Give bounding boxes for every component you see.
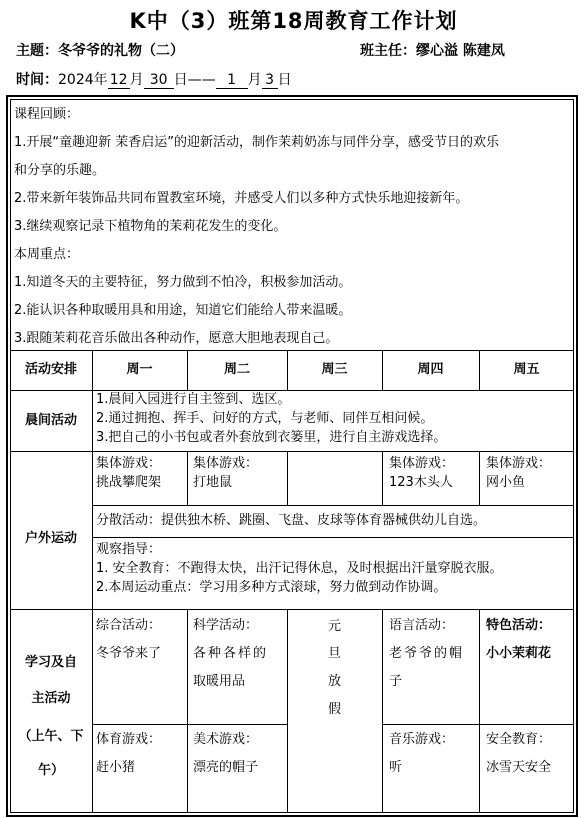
divider [92, 505, 574, 506]
am-activity-line: 冬爷爷来了 [96, 646, 162, 661]
holiday-char: 元 [327, 619, 341, 634]
year: 2024年 [58, 72, 108, 88]
pm-activity-title: 音乐游戏： [389, 732, 455, 747]
pm-activity-line: 赶小猪 [96, 760, 136, 775]
am-activity-line: 各种各样的 [193, 646, 269, 661]
divider [382, 451, 383, 505]
outdoor-game-name: 网小鱼 [486, 475, 526, 490]
review-item: 和分享的乐趣。 [14, 163, 106, 178]
review-item: 3.继续观察记录下植物角的茉莉花发生的变化。 [14, 219, 287, 234]
corner-header: 活动安排 [24, 362, 77, 377]
divider [187, 451, 188, 505]
morning-line: 3.把自己的小书包或者外套放到衣篓里，进行自主游戏选择。 [96, 430, 447, 445]
review-item: 2.带来新年装饰品共同布置教室环境，并感受人们以多种方式快乐地迎接新年。 [14, 191, 469, 206]
pm-activity-title: 体育游戏： [96, 732, 162, 747]
am-activity-title: 特色活动： [486, 618, 552, 633]
end-month: 1 [216, 72, 248, 89]
study-label-line: 主活动 [31, 691, 71, 706]
study-label-line: 学习及自 [24, 655, 77, 670]
focus-item: 2.能认识各种取暖用具和用途，知道它们能给人带来温暖。 [14, 303, 352, 318]
divider [479, 451, 480, 505]
theme-row [16, 40, 184, 60]
am-activity-title: 语言活动： [389, 618, 455, 633]
holiday-char: 放 [327, 674, 341, 689]
holiday-char: 假 [327, 702, 341, 717]
am-activity-title: 综合活动： [96, 618, 162, 633]
divider [10, 609, 574, 610]
focus-heading: 本周重点： [14, 247, 80, 262]
observation-line: 2.本周运动重点：学习用多种方式滚球，努力做到动作协调。 [96, 580, 447, 595]
divider [479, 609, 480, 813]
focus-item: 1.知道冬天的主要特征，努力做到不怕冷，积极参加活动。 [14, 275, 352, 290]
start-day: 30 [144, 72, 174, 89]
month-unit-1: 月 [129, 72, 144, 88]
day-header: 周三 [321, 362, 348, 377]
am-activity-line: 取暖用品 [193, 674, 246, 689]
page-title: K中（3）班第18周教育工作计划 [129, 9, 458, 33]
teacher-row [360, 40, 505, 60]
pm-activity-line: 听 [389, 760, 403, 775]
pm-activity-title: 美术游戏： [193, 732, 259, 747]
divider [10, 350, 574, 351]
study-label-line: 午） [37, 763, 64, 778]
morning-line: 2.通过拥抱、挥手、问好的方式，与老师、同伴互相问候。 [96, 411, 434, 426]
morning-label: 晨间活动 [24, 413, 77, 428]
day-header: 周四 [417, 362, 444, 377]
holiday-char: 旦 [327, 646, 341, 661]
scattered-activity: 分散活动：提供独木桥、跳圈、飞盘、皮球等体育器械供幼儿自选。 [96, 513, 487, 528]
day-unit: 日 [277, 72, 292, 88]
theme-value: 冬爷爷的礼物（二） [58, 43, 184, 59]
teacher-label: 班主任： [360, 43, 416, 59]
outdoor-game-title: 集体游戏： [193, 456, 259, 471]
divider [287, 451, 288, 505]
day-header: 周五 [513, 362, 540, 377]
divider [187, 609, 188, 813]
divider [92, 537, 574, 538]
divider [10, 390, 574, 391]
outdoor-game-title: 集体游戏： [486, 456, 552, 471]
divider [92, 724, 287, 725]
month-unit-2: 月 [247, 72, 262, 88]
outdoor-label: 户外运动 [24, 531, 77, 546]
observation-line: 1. 安全教育：不跑得太快，出汗记得休息，及时根据出汗量穿脱衣服。 [96, 561, 503, 576]
observation-heading: 观察指导： [96, 542, 162, 557]
start-month: 12 [108, 72, 130, 89]
morning-line: 1.晨间入园进行自主签到、选区。 [96, 392, 291, 407]
teacher-value: 缪心溢 陈建凤 [416, 43, 505, 59]
pm-activity-line: 漂亮的帽子 [193, 760, 259, 775]
pm-activity-line: 冰雪天安全 [486, 760, 552, 775]
end-day: 3 [262, 72, 278, 89]
time-label: 时间： [16, 72, 58, 88]
date-separator: 日—— [173, 72, 216, 88]
divider [382, 724, 574, 725]
am-activity-line: 老爷爷的帽 [389, 646, 465, 661]
outdoor-game-title: 集体游戏： [389, 456, 455, 471]
outdoor-game-name: 123木头人 [389, 475, 453, 490]
divider [10, 451, 574, 452]
divider [382, 609, 383, 813]
outdoor-game-name: 挑战攀爬架 [96, 475, 162, 490]
focus-item: 3.跟随茉莉花音乐做出各种动作，愿意大胆地表现自己。 [14, 331, 339, 346]
time-row [16, 69, 292, 89]
am-activity-line: 小小茉莉花 [486, 646, 552, 661]
am-activity-title: 科学活动： [193, 618, 259, 633]
day-header: 周二 [223, 362, 250, 377]
review-item: 1.开展“童趣迎新 茉香启运”的迎新活动，制作茉莉奶冻与同伴分享，感受节日的欢乐 [14, 135, 500, 150]
divider [92, 350, 93, 813]
review-heading: 课程回顾： [14, 107, 80, 122]
theme-label: 主题： [16, 43, 58, 59]
study-label-line: （上午、下 [18, 729, 84, 744]
pm-activity-title: 安全教育： [486, 732, 552, 747]
day-header: 周一 [126, 362, 153, 377]
outdoor-game-name: 打地鼠 [193, 475, 233, 490]
outdoor-game-title: 集体游戏： [96, 456, 162, 471]
am-activity-line: 子 [389, 674, 403, 689]
